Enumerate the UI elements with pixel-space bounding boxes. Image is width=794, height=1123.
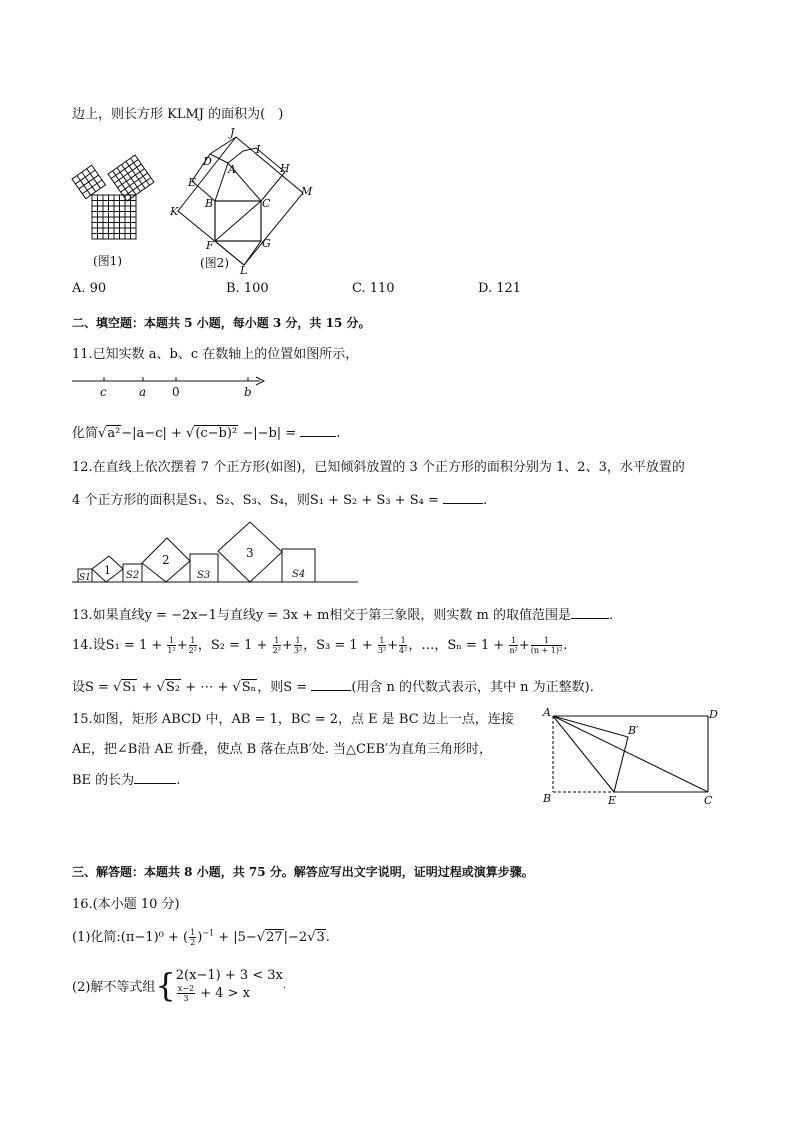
q16-sqrt-3: 3 <box>316 930 325 945</box>
q14-frac: $\frac{1}{\text{4²}}$ <box>399 636 408 655</box>
q14-period: . <box>563 638 568 653</box>
q14-frac: $\frac{1}{\text{3²}}$ <box>377 636 387 655</box>
q14-plus: + <box>387 638 399 653</box>
q16-abs-close: |−2 <box>283 930 308 945</box>
q12-squares-figure <box>70 516 370 588</box>
q11-sqrt-a: a² <box>107 426 121 441</box>
q12-label-s1: S1 <box>79 573 91 583</box>
q16-system-brace: { <box>155 966 176 1005</box>
q14-frac: $\frac{1}{\text{2²}}$ <box>188 636 197 655</box>
q15-line-1: 15.如图，矩形 ABCD 中，AB = 1，BC = 2，点 E 是 BC 边上一点，连接 <box>72 712 514 727</box>
q12-label-3: 3 <box>246 546 254 560</box>
q11-number-line <box>70 372 270 402</box>
q13-line: 13.如果直线y = −2x−1与直线y = 3x + m相交于第三象限，则实数 m 的取值范围是 . <box>72 608 614 623</box>
q15-rectangle-figure <box>538 704 728 808</box>
q16-p1-prefix: (1)化简:(π−1)⁰ + <box>72 930 179 945</box>
q16-p1-period: . <box>325 930 330 945</box>
q14-sqrt-s2: S₂ <box>165 680 181 695</box>
q15-label-D: D <box>709 708 718 721</box>
q12-label-s2: S2 <box>126 570 140 581</box>
q16-abs-open: + |5− <box>218 930 257 945</box>
q13-answer-blank[interactable] <box>571 618 609 619</box>
q14-then-s: ，则S = <box>257 680 308 695</box>
q10-label-J: J <box>230 126 235 139</box>
q16-p2-prefix: (2)解不等式组 <box>72 980 156 995</box>
q11-axis-a: a <box>139 385 147 399</box>
q12-line-2-text: 4 个正方形的面积是S₁、S₂、S₃、S₄，则S₁ + S₂ + S₃ + S₄ = <box>72 493 439 508</box>
q12-answer-blank[interactable] <box>443 503 483 504</box>
q10-label-C: C <box>262 197 271 210</box>
q16-half-frac: $\frac{1}{2}$ <box>190 928 196 947</box>
q15-label-C: C <box>704 794 713 807</box>
q16-frac: $\frac{x-2}{3}$ <box>177 984 195 1003</box>
q11-axis-0: 0 <box>172 385 180 399</box>
q11-axis-c: c <box>100 385 107 399</box>
q10-label-K: K <box>170 205 179 218</box>
q15-label-B: B <box>543 792 552 805</box>
q15-line-2: AE，把∠B沿 AE 折叠，使点 B 落在点B′处. 当△CEB′为直角三角形时， <box>72 742 492 757</box>
q11-answer-blank[interactable] <box>300 436 336 437</box>
q16-inequality-2: $\frac{x-2}{3}$ + 4 > x <box>177 984 251 1003</box>
q15-label-A: A <box>543 706 551 719</box>
q14-frac: $\frac{1}{\text{3²}}$ <box>293 636 303 655</box>
q10-label-E: E <box>188 176 197 189</box>
q14-line-2: 设S = √S₁ + √S₂ + ⋯ + √Sₙ，则S = (用含 n 的代数式表示，其中 n 为正整数). <box>72 680 594 695</box>
q14-sqrt-sn: Sₙ <box>241 680 257 695</box>
q10-stem: 边上，则长方形 KLMJ 的面积为( ) <box>72 107 284 122</box>
q14-sn-label: ，…，Sₙ = 1 + <box>408 638 505 653</box>
q11-stem: 11.已知实数 a、b、c 在数轴上的位置如图所示， <box>72 347 359 362</box>
q10-figure-1 <box>68 150 160 242</box>
q14-frac: $\frac{1}{\text{1²}}$ <box>167 636 176 655</box>
q14-note: (用含 n 的代数式表示，其中 n 为正整数). <box>351 680 594 695</box>
q10-option-b: B. 100 <box>226 281 269 296</box>
q14-frac: $\frac{1}{\text{(n + 1)²}}$ <box>530 636 563 655</box>
q16-exponent: −1 <box>202 928 215 938</box>
q10-label-G: G <box>262 237 271 250</box>
q12-label-1: 1 <box>104 564 111 577</box>
q11-expr-tail: −|−b| = <box>242 426 297 441</box>
q16-inequality-1: 2(x−1) + 3 < 3x <box>175 968 283 983</box>
q11-expression: 化简√a²−|a−c| + √(c−b)² −|−b| = . <box>72 426 341 441</box>
q14-ellipsis: + ⋯ + <box>185 680 229 695</box>
q16-part-1: (1)化简:(π−1)⁰ + ( $\frac{1}{2}$ )$^{-1}$ + |5−√27|−2√3. <box>72 928 330 947</box>
q14-s1-label: 14.设S₁ = 1 + <box>72 638 163 653</box>
q14-plus: + <box>141 680 153 695</box>
q10-figure-2 <box>168 125 318 275</box>
q15-answer-blank[interactable] <box>134 783 176 784</box>
section-2-heading: 二、填空题：本题共 5 小题，每小题 3 分，共 15 分。 <box>72 316 371 330</box>
q13-text: 13.如果直线y = −2x−1与直线y = 3x + m相交于第三象限，则实数 m 的取值范围是 <box>72 608 572 623</box>
q10-label-D: D <box>203 155 212 168</box>
q10-label-L: L <box>240 264 248 275</box>
q12-line-1: 12.在直线上依次摆着 7 个正方形(如图)，已知倾斜放置的 3 个正方形的面积分别为 1、2、3，水平放置的 <box>72 460 685 475</box>
q16-sqrt-27: 27 <box>266 930 283 945</box>
q14-line-1 <box>72 634 567 655</box>
q10-label-H: H <box>280 162 290 175</box>
q15-line-3: BE 的长为 . <box>72 773 181 788</box>
q10-option-c: C. 110 <box>352 281 395 296</box>
q11-sqrt-cb: (c−b)² <box>195 426 238 441</box>
q10-label-B: B <box>205 197 214 210</box>
q14-frac: $\frac{1}{\text{n²}}$ <box>509 636 518 655</box>
q14-plus: + <box>281 638 293 653</box>
q15-line-3-text: BE 的长为 <box>72 773 135 788</box>
q10-label-M: M <box>301 185 313 198</box>
q11-simplify-label: 化简 <box>72 426 99 441</box>
q14-s2-label: ，S₂ = 1 + <box>197 638 268 653</box>
q10-option-d: D. 121 <box>478 281 522 296</box>
q16-title: 16.(本小题 10 分) <box>72 897 180 912</box>
section-3-heading: 三、解答题：本题共 8 小题，共 75 分。解答应写出文字说明，证明过程或演算步骤。 <box>72 865 534 879</box>
q14-plus: + <box>518 638 530 653</box>
q16-p2-period: . <box>282 980 287 991</box>
q12-label-s4: S4 <box>292 569 306 580</box>
q16-part-2 <box>72 968 286 1003</box>
q14-s-label: 设S = <box>72 680 109 695</box>
q10-option-a: A. 90 <box>72 281 107 296</box>
q15-label-Bprime: B′ <box>628 724 639 737</box>
q10-label-I: I <box>256 143 261 156</box>
q16-system <box>176 968 283 1003</box>
q14-answer-blank[interactable] <box>311 690 351 691</box>
q10-fig2-caption: (图2) <box>200 256 229 270</box>
q11-expr-mid: −|a−c| + <box>121 426 182 441</box>
q12-label-s3: S3 <box>197 570 211 581</box>
q14-frac: $\frac{1}{\text{2²}}$ <box>272 636 281 655</box>
q10-label-F: F <box>206 239 214 252</box>
q12-label-2: 2 <box>162 553 170 567</box>
q15-label-E: E <box>608 794 617 807</box>
q14-s3-label: ，S₃ = 1 + <box>303 638 373 653</box>
q10-label-A: A <box>228 163 236 176</box>
q14-sqrt-s1: S₁ <box>122 680 137 695</box>
q11-axis-b: b <box>244 385 252 399</box>
q14-plus: + <box>176 638 188 653</box>
q12-line-2: 4 个正方形的面积是S₁、S₂、S₃、S₄，则S₁ + S₂ + S₃ + S₄ = . <box>72 493 488 508</box>
q10-fig1-caption: (图1) <box>93 254 122 268</box>
